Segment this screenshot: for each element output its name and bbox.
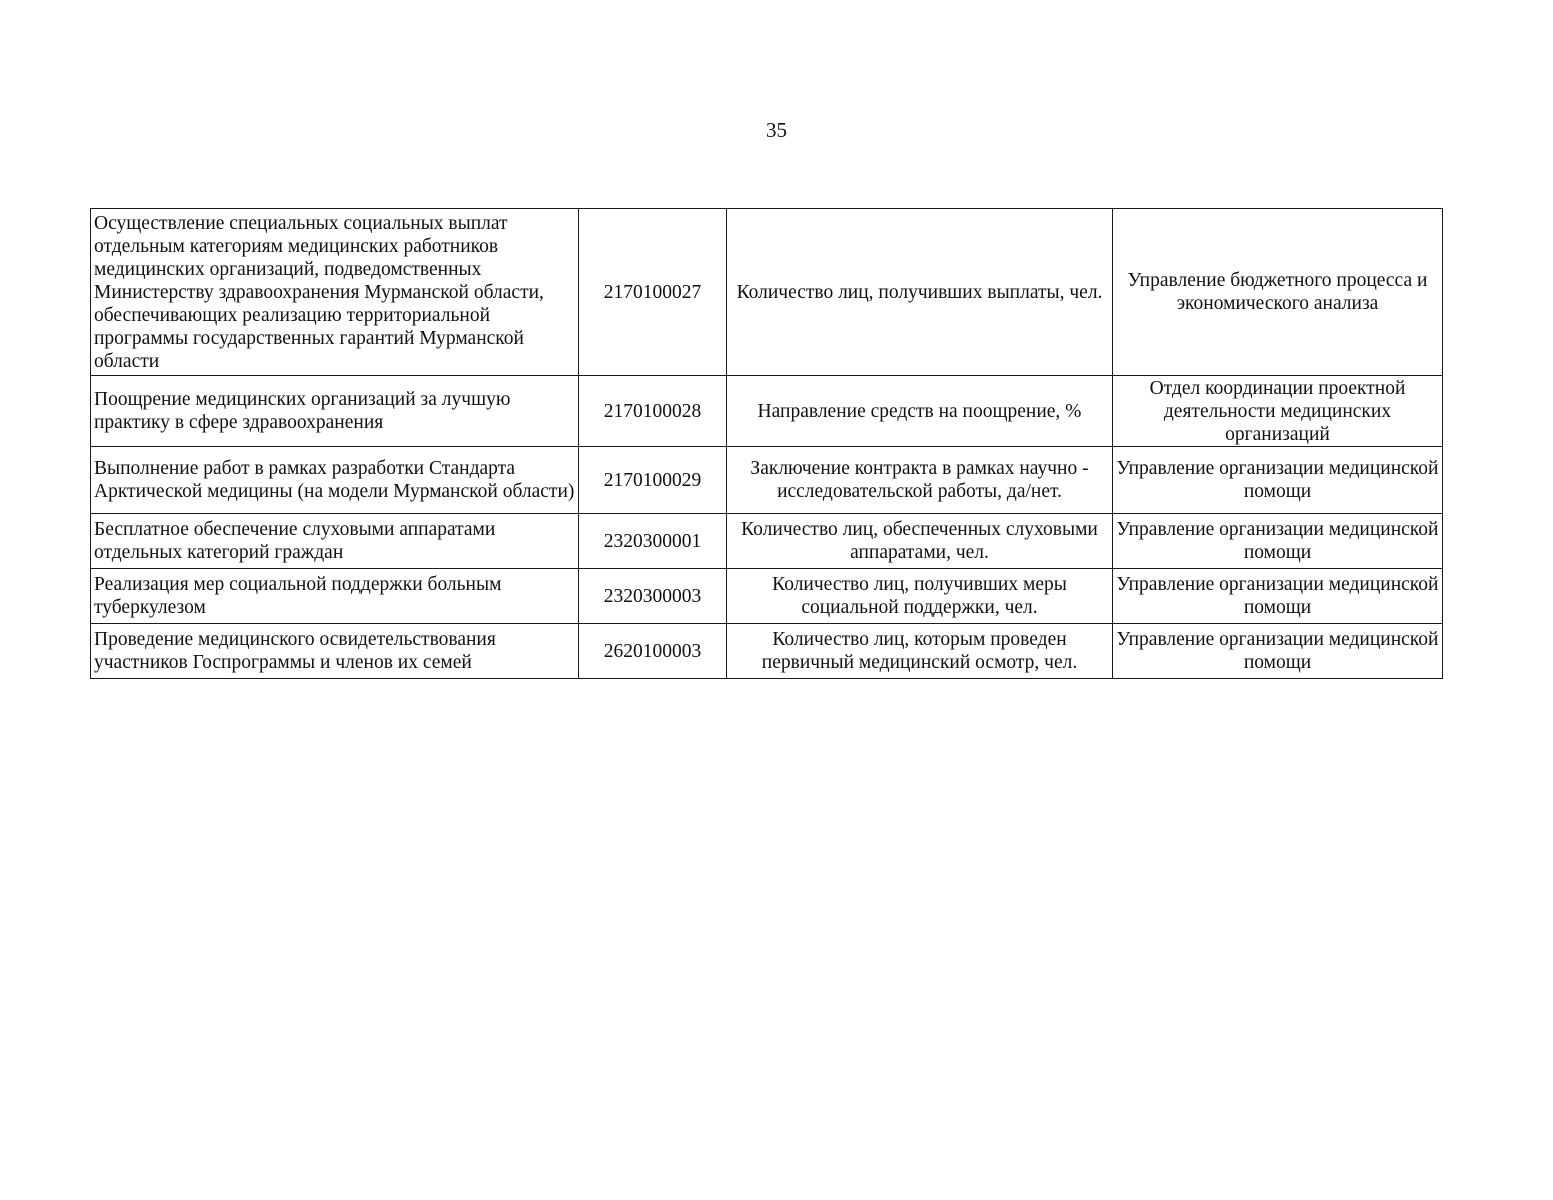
indicator-cell: Количество лиц, получивших выплаты, чел. bbox=[727, 209, 1113, 376]
code-cell: 2170100029 bbox=[579, 447, 727, 514]
department-cell: Управление организации медицинской помощи bbox=[1113, 447, 1443, 514]
department-cell: Управление бюджетного процесса и экономического анализа bbox=[1113, 209, 1443, 376]
measure-name-cell: Выполнение работ в рамках разработки Стандарта Арктической медицины (на модели Мурманской области) bbox=[91, 447, 579, 514]
table-row bbox=[91, 209, 1443, 376]
indicator-cell: Количество лиц, которым проведен первичный медицинский осмотр, чел. bbox=[727, 624, 1113, 679]
measures-table bbox=[90, 208, 1443, 679]
indicator-cell: Заключение контракта в рамках научно - исследовательской работы, да/нет. bbox=[727, 447, 1113, 514]
measure-name-cell: Реализация мер социальной поддержки больным туберкулезом bbox=[91, 569, 579, 624]
indicator-cell: Количество лиц, обеспеченных слуховыми аппаратами, чел. bbox=[727, 514, 1113, 569]
code-cell: 2620100003 bbox=[579, 624, 727, 679]
department-cell: Управление организации медицинской помощи bbox=[1113, 624, 1443, 679]
department-cell: Управление организации медицинской помощи bbox=[1113, 514, 1443, 569]
department-cell: Отдел координации проектной деятельности медицинских организаций bbox=[1113, 376, 1443, 447]
table-row bbox=[91, 376, 1443, 447]
measure-name-cell: Проведение медицинского освидетельствования участников Госпрограммы и членов их семей bbox=[91, 624, 579, 679]
measure-name-cell: Бесплатное обеспечение слуховыми аппаратами отдельных категорий граждан bbox=[91, 514, 579, 569]
code-cell: 2170100027 bbox=[579, 209, 727, 376]
table-row bbox=[91, 569, 1443, 624]
page-number: 35 bbox=[766, 118, 787, 142]
code-cell: 2320300003 bbox=[579, 569, 727, 624]
indicator-cell: Количество лиц, получивших меры социальной поддержки, чел. bbox=[727, 569, 1113, 624]
table-row bbox=[91, 624, 1443, 679]
department-cell: Управление организации медицинской помощи bbox=[1113, 569, 1443, 624]
code-cell: 2170100028 bbox=[579, 376, 727, 447]
table-row bbox=[91, 514, 1443, 569]
code-cell: 2320300001 bbox=[579, 514, 727, 569]
indicator-cell: Направление средств на поощрение, % bbox=[727, 376, 1113, 447]
table-row bbox=[91, 447, 1443, 514]
measure-name-cell: Осуществление специальных социальных выплат отдельным категориям медицинских работников медицинских организаций, подведомственных Министерству здравоохранения Мурманской области, обеспечивающих реализацию территориальной программы государственных гарантий Мурманской области bbox=[91, 209, 579, 376]
measure-name-cell: Поощрение медицинских организаций за лучшую практику в сфере здравоохранения bbox=[91, 376, 579, 447]
